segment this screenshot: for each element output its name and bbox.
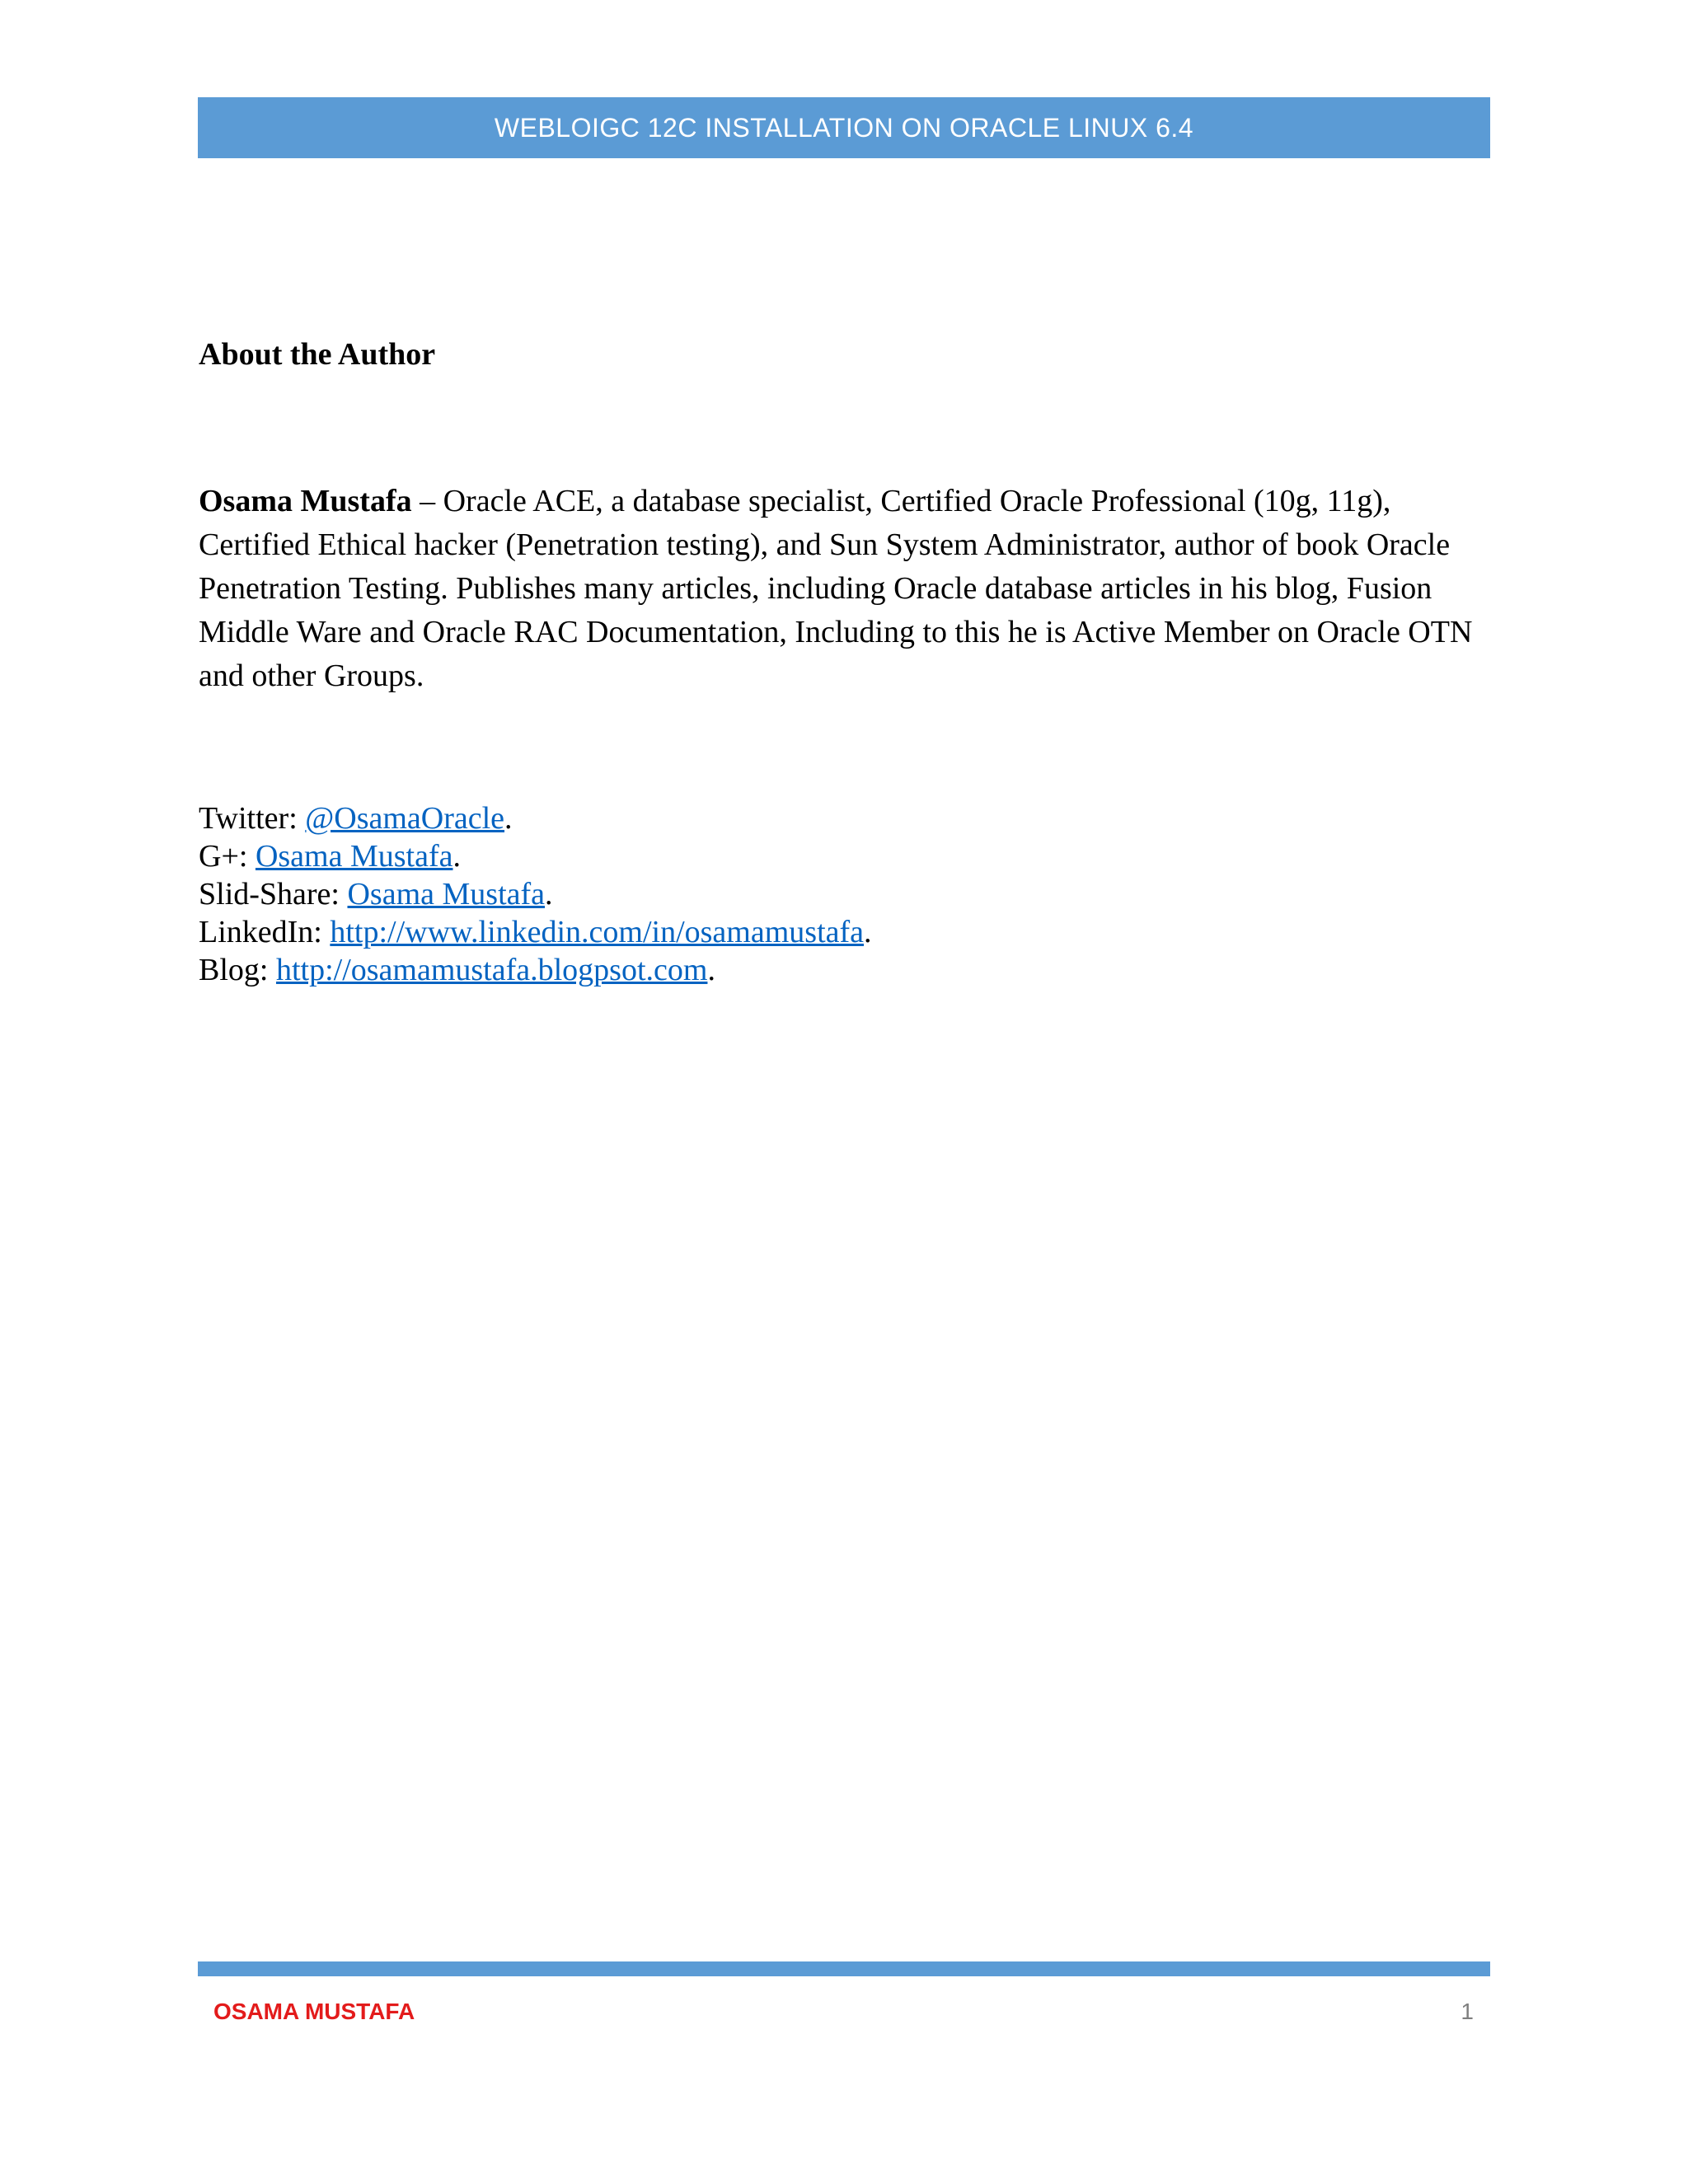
slideshare-link[interactable]: Osama Mustafa [347, 877, 546, 912]
link-label-twitter: Twitter: [199, 801, 306, 836]
linkedin-link[interactable]: http://www.linkedin.com/in/osamamustafa [330, 915, 865, 949]
link-suffix: . [707, 953, 715, 987]
footer-author: OSAMA MUSTAFA [213, 1999, 415, 2024]
link-suffix: . [545, 877, 553, 912]
link-row-linkedin [199, 913, 872, 951]
blog-link[interactable]: http://osamamustafa.blogpsot.com [275, 953, 708, 987]
social-links [199, 799, 872, 989]
link-label-slideshare: Slid-Share: [199, 877, 348, 912]
link-row-slideshare [199, 875, 872, 913]
section-heading: About the Author [199, 337, 436, 372]
gplus-link[interactable]: Osama Mustafa [255, 839, 453, 874]
link-row-blog [199, 951, 872, 989]
page-number: 1 [1461, 1999, 1474, 2024]
footer-rule [198, 1961, 1490, 1976]
link-label-gplus: G+: [199, 839, 256, 874]
author-name: Osama Mustafa [199, 484, 412, 518]
link-row-gplus [199, 837, 872, 875]
author-bio-text: – Oracle ACE, a database specialist, Certified Oracle Professional (10g, 11g), Certified Ethical hacker (Penetration testing), and Sun System Administrator, author of book Oracle Penetration Testing. Publishes many articles, including Oracle database articles in his blog, Fusion Middle Ware and Oracle RAC Documentation, Including to this he is Active Member on Oracle OTN and other Groups. [199, 484, 1473, 693]
link-suffix: . [452, 839, 461, 874]
link-suffix: . [864, 915, 872, 949]
header-title: WEBLOIGC 12C INSTALLATION ON ORACLE LINUX 6.4 [494, 112, 1194, 143]
link-row-twitter [199, 799, 872, 837]
author-bio [199, 480, 1501, 698]
header-bar [198, 97, 1490, 158]
link-label-linkedin: LinkedIn: [199, 915, 331, 949]
link-label-blog: Blog: [199, 953, 276, 987]
link-suffix: . [504, 801, 513, 836]
twitter-link[interactable]: @OsamaOracle [305, 801, 505, 836]
